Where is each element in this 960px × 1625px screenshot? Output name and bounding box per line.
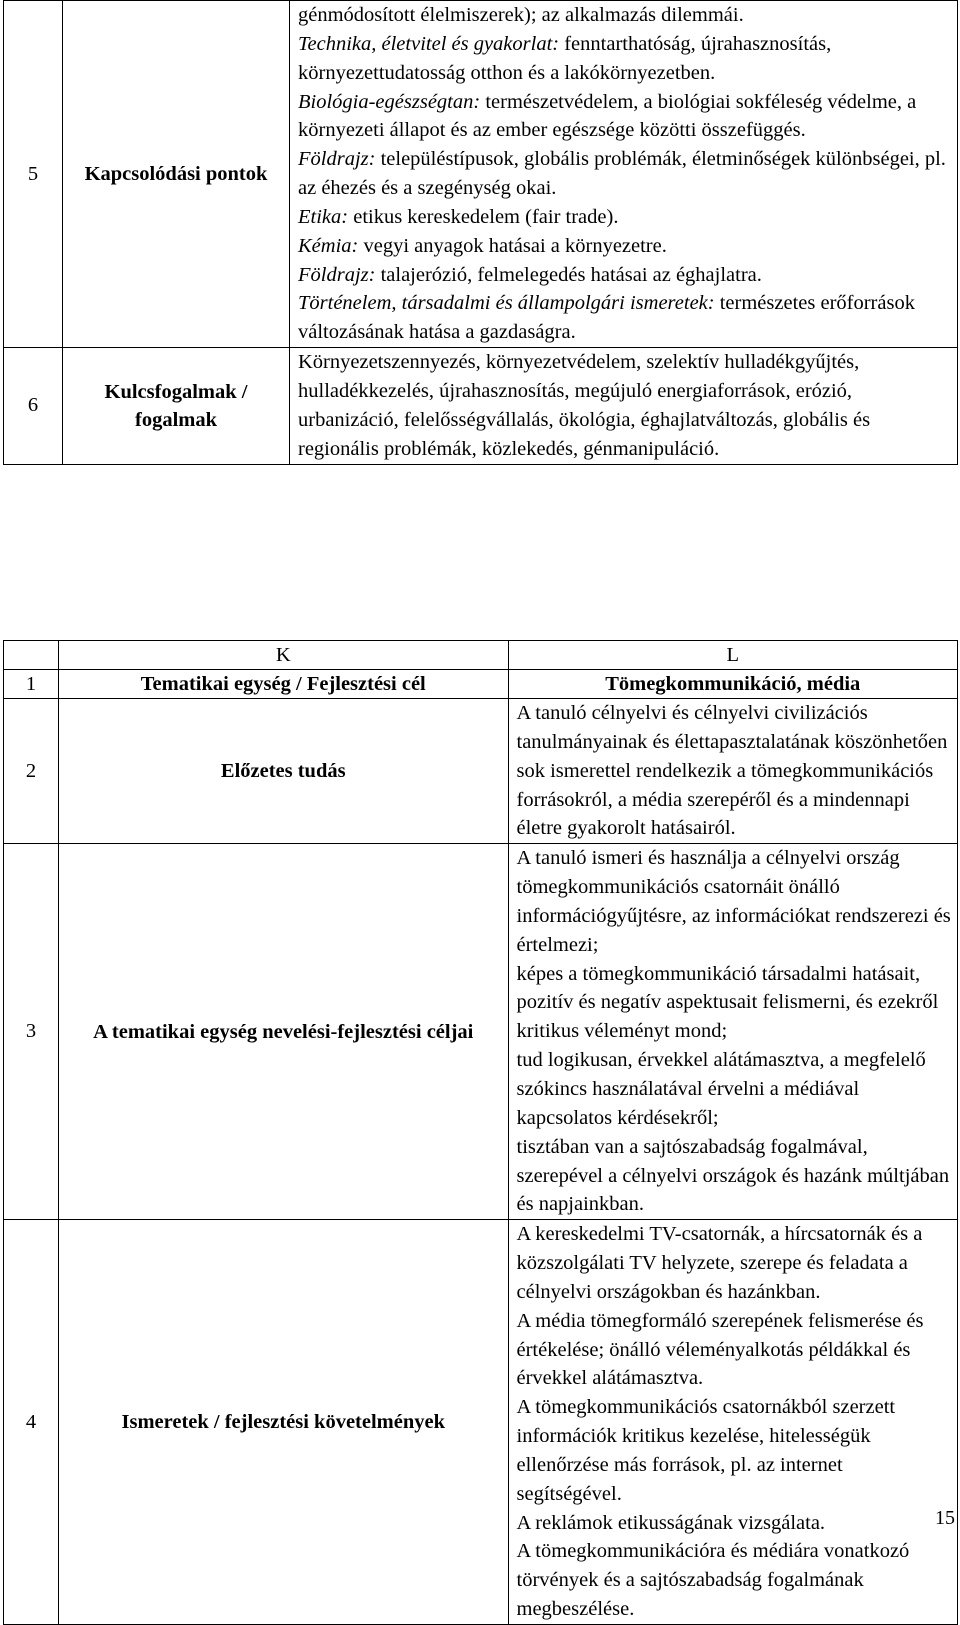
connections-cell: [290, 1, 958, 348]
connection-line: Történelem, társadalmi és állampolgári ismeretek: természetes erőforrások változásának hatása a gazdaságra.: [298, 292, 915, 344]
requirement-line: A média tömegformáló szerepének felismerése és értékelése; önálló véleményalkotás példákkal és érvekkel alátámasztva.: [516, 1309, 924, 1390]
row-number: 4: [4, 1220, 59, 1625]
row-label: Kulcsfogalmak / fogalmak: [63, 348, 290, 464]
row-label: Előzetes tudás: [59, 699, 509, 844]
row-number: 6: [4, 348, 63, 464]
key-concepts-cell: Környezetszennyezés, környezetvédelem, szelektív hulladékgyűjtés, hulladékkezelés, újrahasznosítás, megújuló energiaforrások, erózió, urbanizáció, felelősségvállalás, ökológia, éghajlatváltozás, globális és regionális problémák, közlekedés, génmanipuláció.: [290, 348, 958, 464]
page-number: 15: [935, 1507, 955, 1529]
requirements-cell: [508, 1220, 958, 1625]
corner-cell: [4, 641, 59, 670]
row-number: 5: [4, 1, 63, 348]
table-row: [4, 1220, 958, 1625]
connection-line: Biológia-egészségtan: természetvédelem, a biológiai sokféleség védelme, a környezeti állapot és az ember egészsége közötti összefüggés.: [298, 90, 917, 142]
thematic-unit-title: Tömegkommunikáció, média: [508, 670, 958, 699]
row-label: Ismeretek / fejlesztési követelmények: [59, 1220, 509, 1625]
row-number: 3: [4, 844, 59, 1220]
table-row: [4, 670, 958, 699]
goal-line: A tanuló ismeri és használja a célnyelvi ország tömegkommunikációs csatornáit önálló információgyűjtésre, az információkat rendszerezi és értelmezi;: [516, 847, 951, 956]
connection-line: génmódosított élelmiszerek); az alkalmazás dilemmái.: [298, 4, 744, 26]
connection-line: Technika, életvitel és gyakorlat: fenntarthatóság, újrahasznosítás, környezettudatosság otthon és a lakókörnyezetben.: [298, 32, 832, 84]
column-header-row: [4, 641, 958, 670]
table-row: [4, 844, 958, 1220]
connection-line: Földrajz: talajerózió, felmelegedés hatásai az éghajlatra.: [298, 263, 762, 286]
table-row: [4, 348, 958, 464]
requirement-line: A reklámok etikusságának vizsgálata.: [516, 1511, 826, 1534]
connection-line: Földrajz: településtípusok, globális problémák, életminőségek különbségei, pl. az éhezés és a szegénység okai.: [298, 148, 946, 200]
goals-cell: [508, 844, 958, 1220]
thematic-unit-table: [3, 640, 958, 1625]
row-number: 2: [4, 699, 59, 844]
table-row: [4, 699, 958, 844]
connection-line: Kémia: vegyi anyagok hatásai a környezetre.: [298, 234, 667, 257]
connection-line: Etika: etikus kereskedelem (fair trade).: [298, 205, 619, 228]
row-label: A tematikai egység nevelési-fejlesztési céljai: [59, 844, 509, 1220]
column-header-l: L: [508, 641, 958, 670]
requirement-line: A tömegkommunikációs csatornákból szerzett információk kritikus kezelése, hitelességük ellenőrzése más források, pl. az internet segítségével.: [516, 1396, 896, 1505]
goal-line: képes a tömegkommunikáció társadalmi hatásait, pozitív és negatív aspektusait felismerni, és ezekről kritikus véleményt mond;: [516, 962, 939, 1043]
row-label: Kapcsolódási pontok: [63, 1, 290, 348]
column-header-k: K: [59, 641, 509, 670]
goal-line: tisztában van a sajtószabadság fogalmával, szerepével a célnyelvi országok és hazánk múltjában és napjainkban.: [516, 1135, 950, 1216]
goal-line: tud logikusan, érvekkel alátámasztva, a megfelelő szókincs használatával érvelni a médiával kapcsolatos kérdésekről;: [516, 1049, 926, 1129]
connections-table: [3, 0, 958, 465]
requirement-line: A kereskedelmi TV-csatornák, a hírcsatornák és a közszolgálati TV helyzete, szerepe és feladata a célnyelvi országokban és hazánkban.: [516, 1223, 923, 1303]
requirement-line: A tömegkommunikációra és médiára vonatkozó törvények és a sajtószabadság fogalmának megbeszélése.: [516, 1540, 910, 1621]
table-row: [4, 1, 958, 348]
row-label: Tematikai egység / Fejlesztési cél: [59, 670, 509, 699]
row-number: 1: [4, 670, 59, 699]
prior-knowledge-cell: A tanuló célnyelvi és célnyelvi civilizációs tanulmányainak és élettapasztalatának köszönhetően sok ismerettel rendelkezik a tömegkommunikációs forrásokról, a média szerepéről és a mindennapi életre gyakorolt hatásairól.: [508, 699, 958, 844]
